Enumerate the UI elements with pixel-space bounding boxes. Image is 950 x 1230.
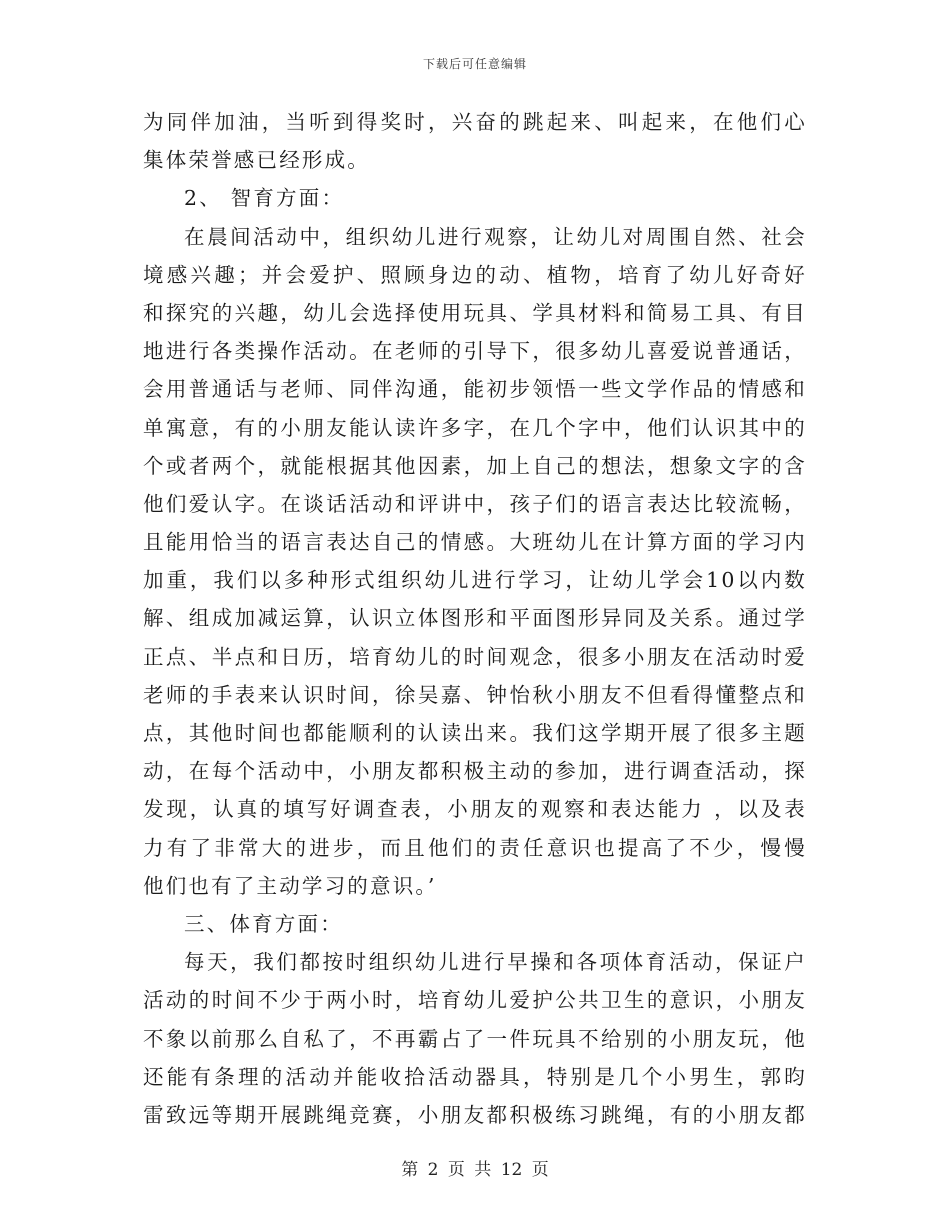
text-line: 还能有条理的活动并能收拾活动器具，特别是几个小男生，郭昀: [143, 1064, 807, 1089]
text-line: 境感兴趣；并会爱护、照顾身边的动、植物，培育了幼儿好奇好: [143, 262, 807, 287]
text-line: 不象以前那么自私了，不再霸占了一件玩具不给别的小朋友玩，他: [143, 1026, 807, 1051]
page-header: 下载后可任意编辑: [422, 57, 527, 71]
text-line: 动，在每个活动中，小朋友都积极主动的参加，进行调查活动，探: [143, 759, 807, 784]
text-line: 在晨间活动中，组织幼儿进行观察，让幼儿对周围自然、社会: [184, 224, 807, 249]
text-line: 老师的手表来认识时间，徐吴嘉、钟怡秋小朋友不但看得懂整点和: [143, 682, 807, 707]
text-line: 力有了非常大的进步，而且他们的责任意识也提高了不少，慢慢: [143, 835, 807, 860]
text-line: 加重，我们以多种形式组织幼儿进行学习，让幼儿学会10以内数: [143, 568, 807, 593]
text-line: 发现，认真的填写好调查表，小朋友的观察和表达能力 ，以及表: [143, 797, 807, 822]
text-line: 他们爱认字。在谈话活动和评讲中，孩子们的语言表达比较流畅，: [143, 491, 807, 516]
text-line: 每天，我们都按时组织幼儿进行早操和各项体育活动，保证户: [184, 950, 807, 975]
text-line: 个或者两个，就能根据其他因素，加上自己的想法，想象文字的含: [143, 453, 807, 478]
text-line: 为同伴加油，当听到得奖时，兴奋的跳起来、叫起来，在他们心: [143, 110, 807, 134]
section-heading-intellectual: 2、 智育方面：: [184, 186, 345, 211]
text-line: 正点、半点和日历，培育幼儿的时间观念，很多小朋友在活动时爱: [143, 644, 807, 669]
text-line: 地进行各类操作活动。在老师的引导下，很多幼儿喜爱说普通话，: [143, 339, 807, 364]
text-line: 解、组成加减运算，认识立体图形和平面图形异同及关系。通过学: [143, 606, 807, 631]
text-line: 会用普通话与老师、同伴沟通，能初步领悟一些文学作品的情感和: [143, 377, 807, 402]
text-line: 点，其他时间也都能顺利的认读出来。我们这学期开展了很多主题: [143, 721, 807, 745]
text-line: 活动的时间不少于两小时，培育幼儿爱护公共卫生的意识，小朋友: [143, 988, 807, 1013]
document-body: [143, 103, 807, 1134]
text-line: 集体荣誉感已经形成。: [143, 148, 370, 173]
text-line: 单寓意，有的小朋友能认读许多字，在几个字中，他们认识其中的: [143, 415, 807, 440]
section-heading-physical: 三、体育方面：: [184, 911, 343, 936]
page-number-footer: 第 2 页 共 12 页: [401, 1160, 549, 1180]
text-line: 和探究的兴趣，幼儿会选择使用玩具、学具材料和简易工具、有目: [143, 300, 807, 325]
text-line: 且能用恰当的语言表达自己的情感。大班幼儿在计算方面的学习内: [143, 530, 807, 555]
text-line: 雷致远等期开展跳绳竞赛，小朋友都积极练习跳绳，有的小朋友都: [143, 1102, 807, 1127]
text-line: 他们也有了主动学习的意识。’: [143, 873, 437, 898]
